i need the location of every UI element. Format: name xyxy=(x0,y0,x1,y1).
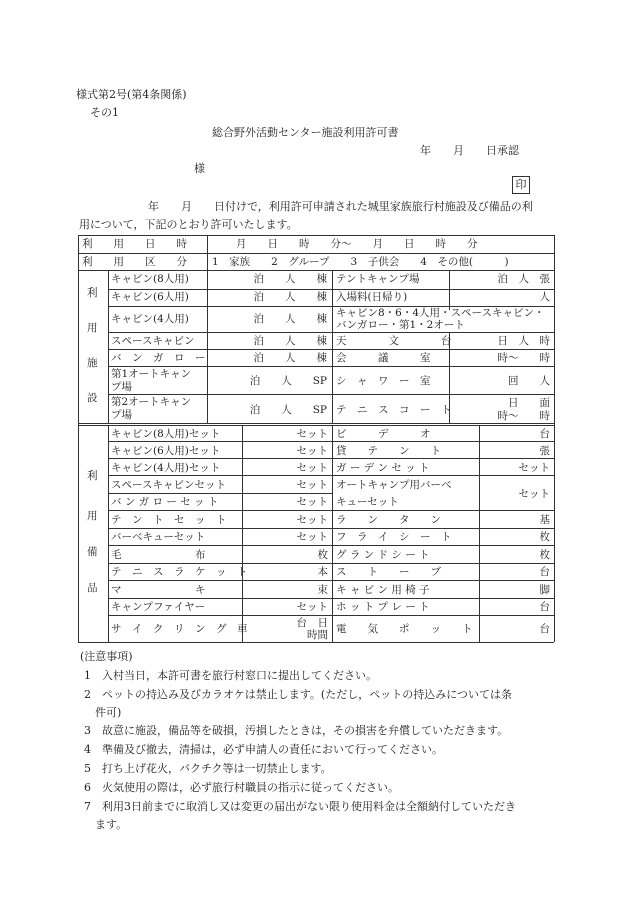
note-item: ます。 xyxy=(84,818,128,831)
facility-unit: 泊 人 棟 xyxy=(253,273,327,285)
facility-unit: 日 人 時 xyxy=(497,335,550,347)
equipment-unit: セット xyxy=(296,496,328,508)
equipment-unit: 束 xyxy=(317,584,328,596)
facility-name-line2: プ場 xyxy=(111,381,132,393)
equipment-unit: 枚 xyxy=(539,549,550,561)
equipment-unit: セット xyxy=(296,479,328,491)
form-title: 総合野外活動センター施設利用許可書 xyxy=(212,126,399,139)
equipment-group-label-3: 備 xyxy=(87,546,98,558)
equipment-name: キャビン(4人用)セット xyxy=(111,462,221,474)
facility-name-line1: キャビン8・6・4人用・スペースキャビン・ xyxy=(336,307,545,319)
equipment-unit: セット xyxy=(296,462,328,474)
equipment-name: グ ラ ン ド シ ー ト xyxy=(336,549,430,561)
period-value: 月 日 時 分～ 月 日 時 分 xyxy=(236,238,478,250)
facility-unit: 泊 人 棟 xyxy=(253,291,327,303)
facility-unit: 泊 人 張 xyxy=(497,273,550,285)
facility-name: キャビン(8人用) xyxy=(111,273,189,285)
equipment-name: キ ャ ビ ン 用 椅 子 xyxy=(336,584,430,596)
equipment-unit: セット xyxy=(296,428,328,440)
equipment-name: ラ ン タ ン xyxy=(336,514,441,526)
facility-name: テントキャンプ場 xyxy=(336,273,420,285)
facility-unit: 泊 人 棟 xyxy=(253,313,327,325)
equipment-name: キャビン(8人用)セット xyxy=(111,428,221,440)
note-item: 件可) xyxy=(84,706,122,719)
equipment-name: ガ ー デ ン セ ッ ト xyxy=(336,462,430,474)
equipment-name: 毛 布 xyxy=(111,549,206,561)
equipment-name: テ ニ ス ラ ケ ッ ト xyxy=(111,566,248,578)
recipient-suffix: 様 xyxy=(194,162,205,175)
equipment-name: 貸 テ ン ト xyxy=(336,445,441,457)
equipment-unit: セット xyxy=(296,445,328,457)
equipment-unit: 本 xyxy=(317,566,328,578)
equipment-name: バ ン ガ ロ ー セ ッ ト xyxy=(111,496,219,508)
facility-name: 天 文 台 xyxy=(336,335,452,347)
note-item: 5 打ち上げ花火，バクチク等は一切禁止します。 xyxy=(84,762,332,775)
facilities-group-label-1: 利 xyxy=(87,287,98,299)
equipment-group-label-2: 用 xyxy=(87,510,98,522)
equipment-unit: 張 xyxy=(539,445,550,457)
equipment-name: ホ ッ ト プ レ ー ト xyxy=(336,601,430,613)
equipment-unit: セット xyxy=(296,601,328,613)
equipment-name: ス ト ー ブ xyxy=(336,566,441,578)
equipment-name: ビ デ オ xyxy=(336,428,431,440)
equipment-name: マ キ xyxy=(111,584,206,596)
equipment-name: バーベキューセット xyxy=(111,531,206,543)
period-label: 利 用 日 時 xyxy=(82,238,187,250)
facility-unit: 回 人 xyxy=(508,375,550,387)
note-item: 2 ペットの持込み及びカラオケは禁止します。(ただし，ペットの持込みについては条 xyxy=(84,688,512,701)
equipment-name-line1: オートキャンプ用バーベ xyxy=(336,479,452,491)
form-style-number: 様式第2号(第4条関係) xyxy=(76,88,187,101)
facility-name: バ ン ガ ロ ー xyxy=(111,352,206,364)
facility-name-line2: プ場 xyxy=(111,409,132,421)
facility-name-line1: 第2オートキャン xyxy=(111,396,192,408)
equipment-group-label-4: 品 xyxy=(87,582,98,594)
note-item: 4 準備及び撤去，清掃は，必ず申請人の責任において行ってください。 xyxy=(84,743,443,756)
equipment-unit: セット xyxy=(518,462,550,474)
facilities-group-label-3: 施 xyxy=(87,357,98,369)
facility-name: シ ャ ワ ー 室 xyxy=(336,375,431,387)
equipment-unit: セット xyxy=(296,531,328,543)
equipment-unit: 台 xyxy=(539,623,550,635)
facility-name: スペースキャビン xyxy=(111,335,195,347)
equipment-group-label-1: 利 xyxy=(87,470,98,482)
facility-name-line1: 第1オートキャン xyxy=(111,368,192,380)
note-item: 1 入村当日，本許可書を旅行村窓口に提出してください。 xyxy=(84,669,377,682)
note-item: 7 利用3日前までに取消し又は変更の届出がない限り使用料金は全額納付していただき xyxy=(84,800,516,813)
facility-name: テ ニ ス コ ー ト xyxy=(336,404,452,416)
equipment-name: フ ラ イ シ ー ト xyxy=(336,531,452,543)
body-text-line-2: 用について，下記のとおり許可いたします。 xyxy=(79,218,298,231)
facility-unit: 人 xyxy=(539,291,550,303)
equipment-unit-line2: 時間 xyxy=(307,629,328,641)
equipment-name: テ ン ト セ ッ ト xyxy=(111,514,227,526)
form-part: その1 xyxy=(90,106,119,119)
notes-heading: (注意事項) xyxy=(80,650,133,663)
equipment-name-line2: キューセット xyxy=(336,496,399,508)
equipment-unit: 台 xyxy=(539,601,550,613)
equipment-unit-line1: 台 日 xyxy=(296,617,328,629)
facility-unit-line1: 日 面 xyxy=(508,397,550,409)
facility-name: キャビン(4人用) xyxy=(111,313,189,325)
facility-unit: 泊 人 棟 xyxy=(253,352,327,364)
equipment-unit: セット xyxy=(296,514,328,526)
equipment-unit: 台 xyxy=(539,428,550,440)
equipment-unit: セット xyxy=(518,488,550,500)
equipment-name: スペースキャビンセット xyxy=(111,479,226,491)
equipment-unit: 枚 xyxy=(539,531,550,543)
note-item: 6 火気使用の際は，必ず旅行村職員の指示に従ってください。 xyxy=(84,781,399,794)
category-value: 1 家族 2 グループ 3 子供会 4 その他( ) xyxy=(212,256,509,268)
category-label: 利 用 区 分 xyxy=(82,256,187,268)
equipment-name: キャンプファイヤー xyxy=(111,601,206,613)
equipment-unit: 枚 xyxy=(317,549,328,561)
facility-name: 入場料(日帰り) xyxy=(336,291,408,303)
facility-name: キャビン(6人用) xyxy=(111,291,189,303)
facility-unit: 泊 人 棟 xyxy=(253,335,327,347)
body-text-line-1: 年 月 日付けで，利用許可申請された城里家族旅行村施設及び備品の利 xyxy=(148,200,533,213)
facilities-group-label-4: 設 xyxy=(87,392,98,404)
facility-unit: 泊 人 SP xyxy=(249,375,327,387)
equipment-unit: 基 xyxy=(539,514,550,526)
equipment-name: キャビン(6人用)セット xyxy=(111,445,221,457)
date-approved: 年 月 日承認 xyxy=(420,144,519,157)
seal-mark: 印 xyxy=(512,176,530,194)
equipment-unit: 脚 xyxy=(539,584,550,596)
equipment-name: サ イ ク リ ン グ 車 xyxy=(111,623,248,635)
facility-unit: 時～ 時 xyxy=(497,352,550,364)
note-item: 3 故意に施設，備品等を破損，汚損したときは，その損害を弁償していただきます。 xyxy=(84,724,509,737)
facility-name-line2: バンガロー・第1・2オート xyxy=(336,319,465,331)
equipment-unit: 台 xyxy=(539,566,550,578)
facility-unit-line2: 時～ 時 xyxy=(497,410,550,422)
facilities-group-label-2: 用 xyxy=(87,322,98,334)
facility-unit: 泊 人 SP xyxy=(249,404,327,416)
equipment-name: 電 気 ポ ッ ト xyxy=(336,623,473,635)
facility-name: 会 議 室 xyxy=(336,352,431,364)
